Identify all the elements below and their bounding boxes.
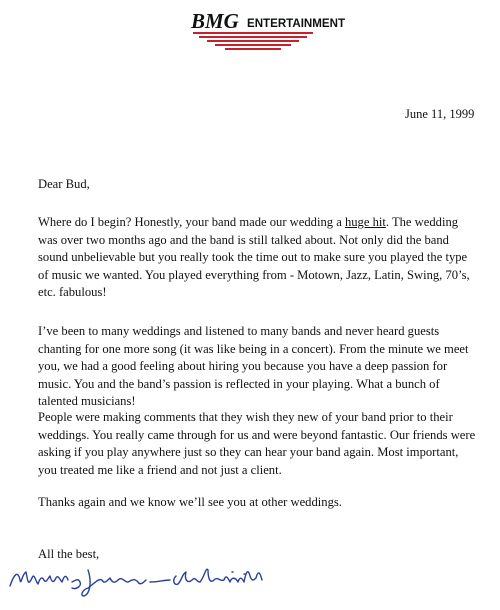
paragraph-4: Thanks again and we know we’ll see you at other weddings. [38, 495, 342, 509]
letter-date: June 11, 1999 [405, 107, 475, 121]
closing: All the best, [38, 547, 100, 561]
paragraph-2: I’ve been to many weddings and listened to many bands and never heard guests chanting for one more song (it was like being in a concert). From the minute we meet you, we had a good feeling about hiring you because you have a deep passion for music. You and the band’s passion is reflected in your playing. What a bunch of talented musicians! [38, 324, 469, 408]
logo-wordmark-bmg: BMG [191, 9, 239, 33]
paragraph-1 [38, 214, 480, 302]
logo-wordmark-entertainment: ENTERTAINMENT [247, 18, 345, 30]
handwritten-signature [6, 560, 268, 600]
paragraph-1-part-2: . The wedding was over two months ago and the band is still talked about. Not only did the band sound unbelievable but you really took the time out to make sure you played the type of music we wanted. You played everything from - Motown, Jazz, Latin, Swing, 70’s, etc. fabulous! [38, 215, 470, 299]
salutation: Dear Bud, [38, 177, 90, 191]
paragraph-1-underlined: huge hit [344, 215, 386, 229]
paragraph-3: People were making comments that they wish they new of your band prior to their weddings. You really came through for us and were beyond fantastic. Our friends were asking if you play anywhere just so they can hear your band again. Most important, you treated me like a friend and not just a client. [38, 410, 476, 477]
paragraph-1-part-1: Where do I begin? Honestly, your band made our wedding a [38, 215, 345, 229]
bmg-entertainment-logo [185, 8, 351, 54]
